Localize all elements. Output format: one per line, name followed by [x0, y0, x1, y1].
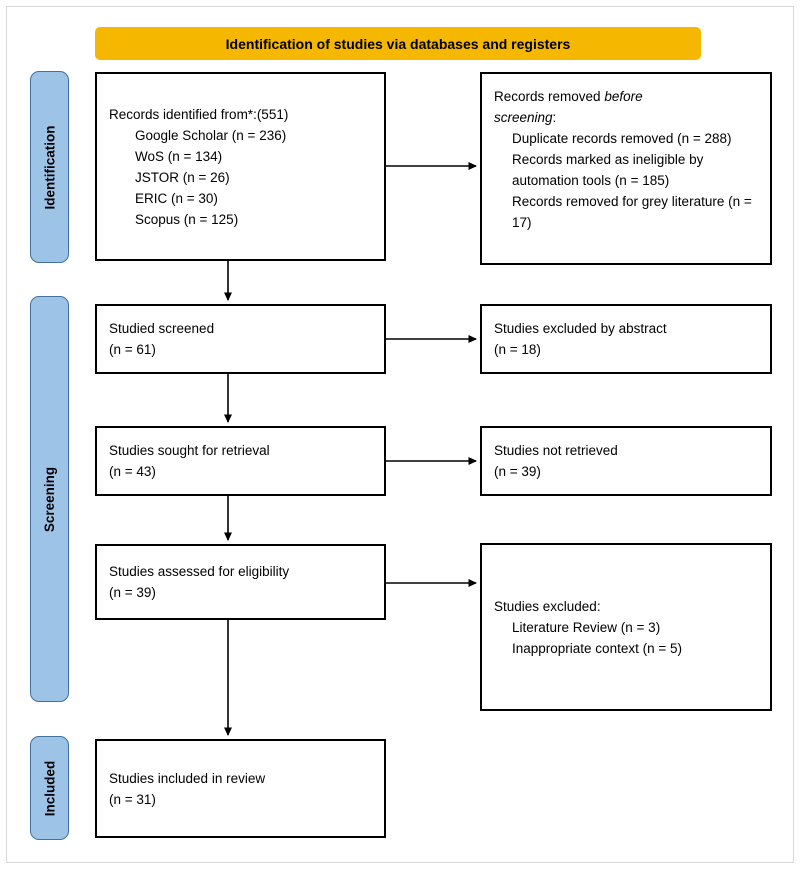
box-studies-assessed: [95, 544, 386, 620]
removed-title-prefix: Records removed: [494, 89, 601, 104]
removed-item: Records marked as ineligible by automation tools (n = 185): [512, 152, 704, 188]
box-excluded-by-abstract: [480, 304, 772, 374]
removed-title-suffix: :: [552, 110, 557, 125]
box-count: (n = 18): [494, 342, 541, 357]
stage-label-identification: [30, 71, 69, 263]
box-records-removed: [480, 72, 772, 265]
box-studies-excluded: [480, 543, 772, 711]
source-item: Google Scholar (n = 236): [135, 127, 287, 143]
box-count: (n = 61): [109, 342, 156, 357]
stage-label-screening: [30, 296, 69, 702]
box-count: (n = 39): [494, 464, 541, 479]
box-line: Studies included in review: [109, 770, 266, 786]
box-studies-screened: [95, 304, 386, 374]
removed-title-em1: before: [604, 89, 643, 104]
source-item: Scopus (n = 125): [135, 211, 239, 227]
removed-item: Records removed for grey literature (n = 17): [512, 194, 752, 230]
box-title: Studies excluded:: [494, 598, 601, 614]
box-line: Studied screened: [109, 321, 215, 336]
excluded-item: Inappropriate context (n = 5): [512, 640, 682, 656]
source-item: ERIC (n = 30): [135, 190, 218, 206]
box-records-identified: [95, 72, 386, 261]
stage-label-text: Identification: [42, 125, 57, 209]
box-studies-sought: [95, 426, 386, 496]
banner: [95, 27, 701, 60]
box-title: [494, 86, 758, 128]
stage-label-included: [30, 736, 69, 840]
box-count: (n = 43): [109, 464, 156, 479]
stage-label-text: Included: [42, 760, 58, 816]
removed-item: Duplicate records removed (n = 288): [512, 131, 732, 146]
box-line: Studies excluded by abstract: [494, 321, 667, 336]
excluded-item: Literature Review (n = 3): [512, 619, 661, 635]
box-line: Studies not retrieved: [494, 443, 618, 458]
box-line: Studies assessed for eligibility: [109, 564, 290, 579]
stage-label-text: Screening: [42, 466, 57, 532]
box-not-retrieved: [480, 426, 772, 496]
box-studies-included: [95, 739, 386, 838]
removed-title-em2: screening: [494, 110, 553, 125]
box-line: Studies sought for retrieval: [109, 443, 270, 458]
box-title: Records identified from*:(551): [109, 106, 289, 122]
banner-label: Identification of studies via databases and registers: [225, 35, 571, 52]
source-item: JSTOR (n = 26): [135, 169, 230, 185]
source-item: WoS (n = 134): [135, 148, 223, 164]
box-count: (n = 39): [109, 585, 156, 600]
box-count: (n = 31): [109, 791, 156, 807]
